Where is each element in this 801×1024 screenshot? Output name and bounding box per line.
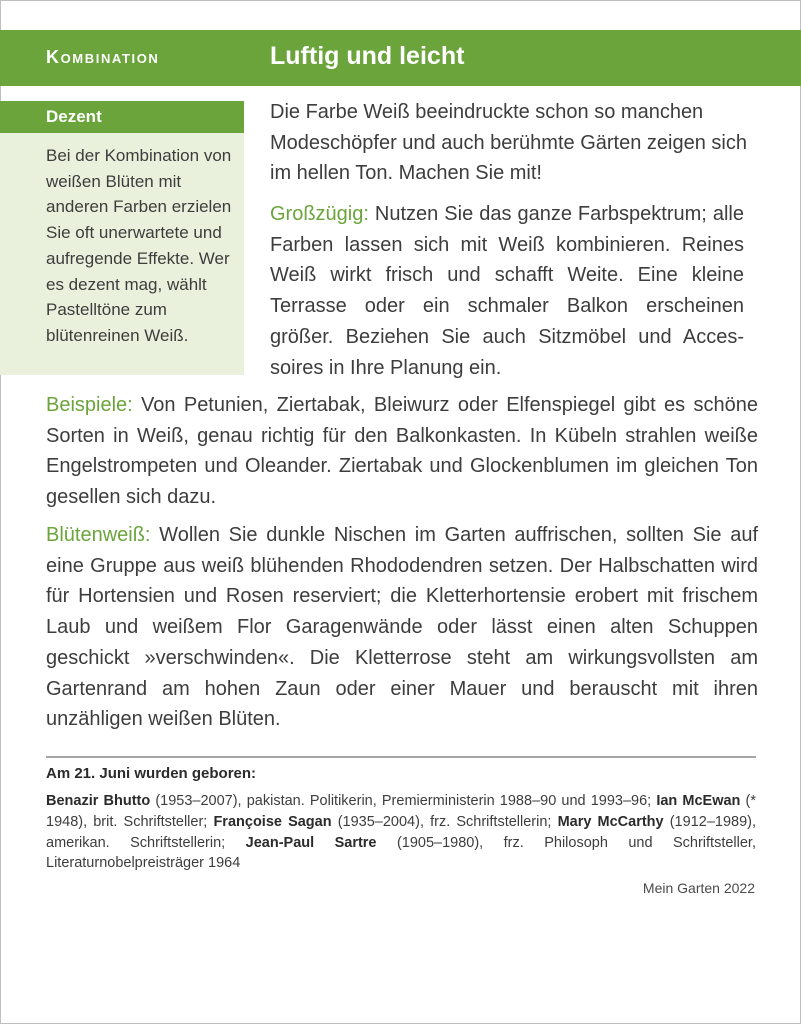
person-name: Ian McEwan [656,793,741,809]
person-name: Mary McCarthy [557,813,664,830]
birthdays-heading: Am 21. Juni wurden geboren: [46,765,257,782]
person-name: Benazir Bhutto [46,793,151,809]
paragraph-grosszuegig [270,199,744,383]
paragraph-lead: Beispiele: [46,394,133,416]
paragraph-body: Wollen Sie dunkle Nischen im Garten auffrischen, sollten Sie auf eine Gruppe aus weiß blühenden Rhododendren setzen. Der Halbschatten wird für Hortensien und Rosen reserviert; die Kletterhortensie erobert mit frischem Laub und weißem Flor Garagenwände oder lässt einen alten Schuppen geschickt »verschwinden«. Die Kletterrose steht am wirkungsvollsten am Gartenrand am hohen Zaun oder einer Mauer und berauscht mit ihren unzähligen weißen Blüten. [46,524,758,731]
person-detail: (1905–1980), frz. Philosoph und Schriftsteller, Literaturnobelpreisträger 1964 [46,834,756,872]
person-detail: (1935–2004), frz. Schriftstellerin; [331,813,558,830]
birthdays-list [46,791,756,874]
sidebar-header [0,101,244,133]
paragraph-beispiele [46,390,758,513]
person-name: Françoise Sagan [213,813,332,830]
paragraph-body: Nutzen Sie das ganze Farbspektrum; alle Farben lassen sich mit Weiß kombinieren. Reines Weiß wirkt frisch und schafft Weite. Eine kleine Terrasse oder ein schmaler Balkon erscheinen größer. Beziehen Sie auch Sitzmöbel und Accessoires in Ihre Planung ein. [270,203,744,379]
person-detail: (1912–1989), amerikan. Schriftstellerin; [46,813,756,851]
paragraph-body: Von Petunien, Ziertabak, Bleiwurz oder Elfenspiegel gibt es schöne Sorten in Weiß, genau richtig für den Balkonkasten. In Kübeln strahlen weiße Engelstrompeten und Oleander. Ziertabak und Glockenblumen im gleichen Ton gesellen sich dazu. [46,394,758,509]
page-title: Luftig und leicht [270,42,465,70]
intro-paragraph: Die Farbe Weiß beeindruckte schon so manchen Modeschöpfer und auch berühmte Gärten zeigen sich im hellen Ton. Machen Sie mit! [270,101,747,185]
category-label: Kombination [46,47,160,67]
person-detail: (* 1948), brit. Schriftsteller; [46,793,757,830]
person-name: Jean-Paul Sartre [245,834,377,851]
paragraph-lead: Großzügig: [270,203,369,225]
sidebar-box [0,101,244,375]
footer-text: Mein Garten 2022 [642,880,755,896]
divider [46,756,756,758]
paragraph-bluetenweiss [46,520,758,735]
sidebar-text: Bei der Kombination von weißen Blüten mit anderen Farben erzielen Sie oft unerwartete und aufregende Effekte. Wer es dezent mag, wählt Pastelltöne zum blütenreinen Weiß. [46,146,232,345]
sidebar-title: Dezent [46,107,102,126]
person-detail: (1953–2007), pakistan. Politikerin, Premierministerin 1988–90 und 1993–96; [150,793,657,809]
paragraph-lead: Blütenweiß: [46,524,151,546]
